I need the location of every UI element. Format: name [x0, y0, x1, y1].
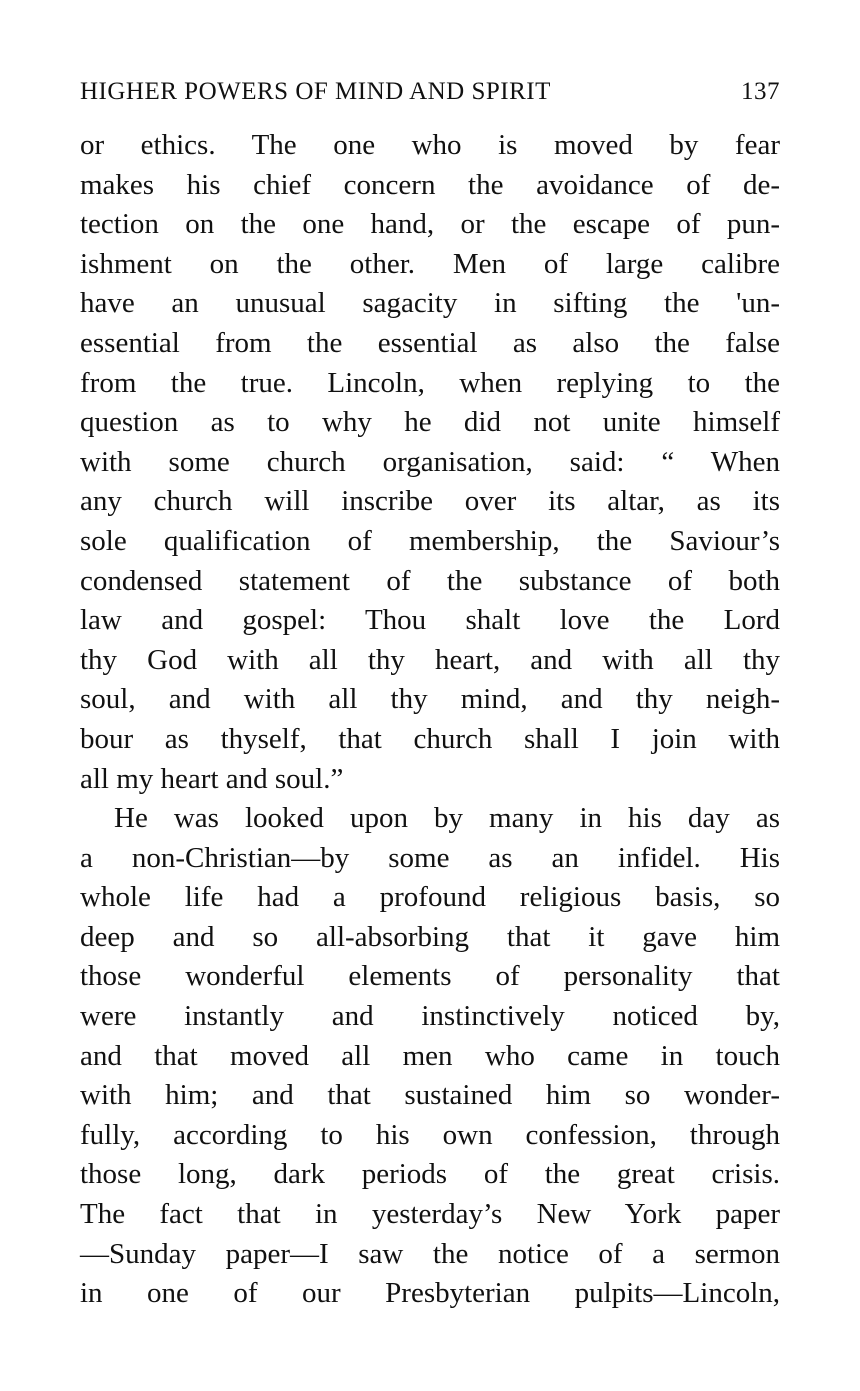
text-line: were instantly and instinctively noticed by,	[80, 1000, 780, 1033]
text-line: fully, according to his own confession, through	[80, 1118, 780, 1151]
text-line: any church will inscribe over its altar, as its	[80, 485, 780, 518]
text-line: have an unusual sagacity in sifting the 'un-	[80, 287, 780, 320]
running-title: HIGHER POWERS OF MIND AND SPIRIT	[80, 78, 551, 105]
text-line: —Sunday paper—I saw the notice of a sermon	[80, 1237, 780, 1270]
text-line: in one of our Presbyterian pulpits—Lincoln,	[80, 1277, 780, 1310]
text-line: law and gospel: Thou shalt love the Lord	[80, 604, 780, 637]
text-line: those long, dark periods of the great crisis.	[80, 1158, 780, 1191]
running-head	[80, 70, 780, 114]
paragraph-2	[80, 799, 780, 1314]
paragraph-1	[80, 126, 780, 799]
text-line: tection on the one hand, or the escape of pun-	[80, 208, 780, 241]
text-line: bour as thyself, that church shall I join with	[80, 722, 780, 755]
text-line: a non-Christian—by some as an infidel. His	[80, 841, 780, 874]
text-line: condensed statement of the substance of both	[80, 564, 780, 597]
text-line: those wonderful elements of personality that	[80, 960, 780, 993]
page-number: 137	[741, 78, 780, 105]
text-line: or ethics. The one who is moved by fear	[80, 129, 780, 161]
text-line: with some church organisation, said: “ When	[80, 445, 780, 478]
body-text	[80, 126, 780, 1314]
text-line: ishment on the other. Men of large calibre	[80, 247, 780, 280]
text-line: with him; and that sustained him so wonder-	[80, 1079, 780, 1112]
text-line: and that moved all men who came in touch	[80, 1039, 780, 1072]
text-line: thy God with all thy heart, and with all thy	[80, 643, 780, 676]
text-line: whole life had a profound religious basis, so	[80, 881, 780, 914]
text-line: sole qualification of membership, the Saviour’s	[80, 524, 780, 557]
text-line: He was looked upon by many in his day as	[114, 802, 780, 835]
text-line: from the true. Lincoln, when replying to the	[80, 366, 780, 399]
text-line: essential from the essential as also the false	[80, 326, 780, 359]
text-line: deep and so all-absorbing that it gave him	[80, 920, 780, 953]
text-line: makes his chief concern the avoidance of de-	[80, 168, 780, 201]
text-line: The fact that in yesterday’s New York paper	[80, 1198, 780, 1231]
text-line: all my heart and soul.”	[80, 762, 344, 795]
text-line: soul, and with all thy mind, and thy neigh-	[80, 683, 780, 716]
text-line: question as to why he did not unite himself	[80, 406, 780, 439]
book-page	[80, 70, 780, 1314]
